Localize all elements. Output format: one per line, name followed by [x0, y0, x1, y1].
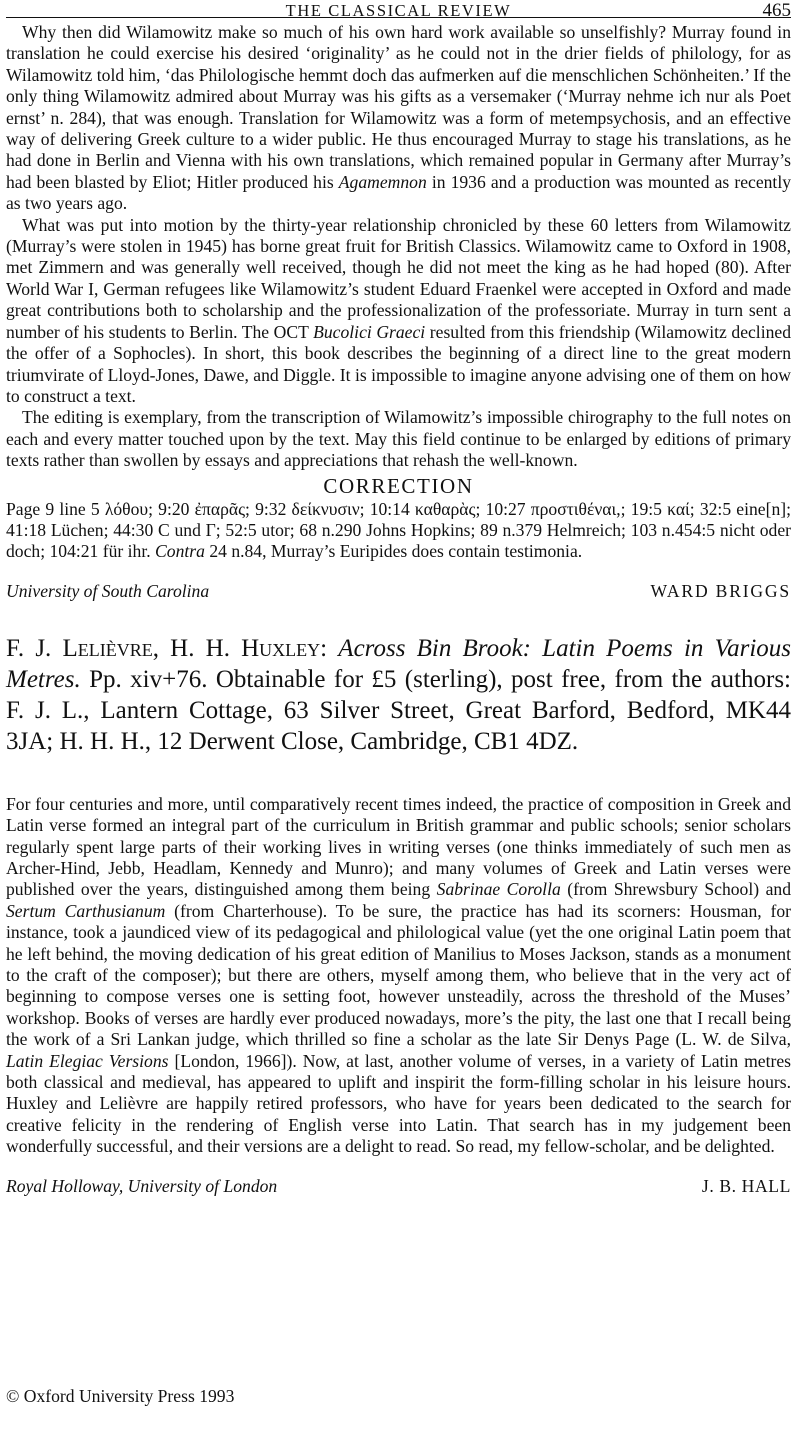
reviewer-affiliation: University of South Carolina [6, 580, 210, 601]
signature-row [6, 581, 791, 607]
review-paragraph: For four centuries and more, until comparatively recent times indeed, the practice of composition in Greek and Latin verse formed an integral part of the curriculum in British grammar and public schools; senior scholars regularly spent large parts of their working lives in writing verses (one thinks immediately of such men as Archer-Hind, Jebb, Headlam, Kennedy and Munro); and many volumes of Greek and Latin verses were published over the years, distinguished among them being Sabrinae Corolla (from Shrewsbury School) and Sertum Carthusianum (from Charterhouse). To be sure, the practice has had its scorners: Housman, for instance, took a jaundiced view of its pedagogical and philological value (yet the one original Latin poem that he left behind, the moving dedication of his great edition of Manilius to Moses Jackson, stands as a monument to the craft of the composer); but there are others, myself among them, who believe that in the very act of beginning to compose verses one is setting foot, however unsteadily, across the threshold of the Muses’ workshop. Books of verses are hardly ever produced nowadays, more’s the pity, the last one that I recall being the work of a Sri Lankan judge, which thrilled so fine a scholar as the late Sir Denys Page (L. W. de Silva, Latin Elegiac Versions [London, 1966]). Now, at last, another volume of verses, in a variety of Latin metres both classical and medieval, has appeared to uplift and inspirit the form-filling scholar in his leisure hours. Huxley and Lelièvre are happily retired professors, who have for years been dedicated to the search for creative felicity in the rendering of English verse into Latin. That search has in my judgement been wonderfully successful, and their versions are a delight to read. So read, my fellow-scholar, and be delighted. [6, 793, 791, 1157]
briggs-review [6, 22, 791, 607]
review-body [6, 794, 791, 1158]
header-rule [6, 17, 791, 18]
reviewer-name: J. B. HALL [701, 1175, 791, 1196]
journal-page [6, 0, 791, 1202]
hall-review [6, 633, 791, 1202]
page-number: 465 [762, 0, 791, 21]
journal-title: THE CLASSICAL REVIEW [285, 1, 512, 20]
review-heading: F. J. Lelièvre, H. H. Huxley: Across Bin Brook: Latin Poems in Various Metres. Pp. xiv+76. Obtainable for £5 (sterling), post free, from the authors: F. J. L., Lantern Cottage, 63 Silver Street, Great Barford, Bedford, MK44 3JA; H. H. H., 12 Derwent Close, Cambridge, CB1 4DZ. [6, 634, 791, 755]
paragraph-2: What was put into motion by the thirty-year relationship chronicled by these 60 letters from Wilamowitz (Murray’s were stolen in 1945) has borne great fruit for British Classics. Wilamowitz came to Oxford in 1908, met Zimmern and was generally well received, though he did not meet the king as he had hoped (80). After World War I, German refugees like Wilamowitz’s student Eduard Fraenkel were accepted in Oxford and made great contributions both to scholarship and the professionalization of the professoriate. Murray in turn sent a number of his students to Berlin. The OCT Bucolici Graeci resulted from this friendship (Wilamowitz declined the offer of a Sophocles). In short, this book describes the beginning of a direct line to the great modern triumvirate of Lloyd-Jones, Dawe, and Diggle. It is impossible to imagine anyone advising one of them on how to construct a text. [6, 214, 791, 406]
paragraph-1: Why then did Wilamowitz make so much of his own hard work available so unselfishly? Murray found in translation he could exercise his desired ‘originality’ as he could not in the drier fields of philology, for as Wilamowitz told him, ‘das Philologische hemmt doch das aufmerken auf die menschlichen Schönheiten.’ If the only thing Wilamowitz admired about Murray was his gifts as a versemaker (‘Murray nehme ich nur als Poet ernst’ n. 284), that was enough. Translation for Wilamowitz was a form of metempsychosis, and an effective way of delivering Greek culture to a wider public. He thus encouraged Murray to stage his translations, as he had done in Berlin and Vienna with his own translations, which remained popular in Germany after Murray’s had been blasted by Eliot; Hitler produced his Agamemnon in 1936 and a production was mounted as recently as two years ago. [6, 22, 792, 214]
running-head [6, 0, 791, 22]
reviewer-affiliation: Royal Holloway, University of London [6, 1175, 278, 1196]
signature-row [6, 1176, 791, 1202]
paragraph-3: The editing is exemplary, from the transcription of Wilamowitz’s impossible chirography to the full notes on each and every matter touched upon by the text. May this field continue to be enlarged by editions of primary texts rather than swollen by essays and appreciations that rehash the well-known. [6, 407, 791, 471]
copyright-notice: © Oxford University Press 1993 [6, 1386, 235, 1406]
reviewer-name: WARD BRIGGS [650, 580, 791, 601]
correction-text: Page 9 line 5 λόθου; 9:20 ἐπαρᾶς; 9:32 δείκνυσιν; 10:14 καθαρὰς; 10:27 προστιθέναι,; 19:5 καί; 32:5 eine[n]; 41:18 Lüchen; 44:30 C und Γ; 52:5 utor; 68 n.290 Johns Hopkins; 89 n.379 Helmreich; 103 n.454:5 nicht oder doch; 104:21 für ihr. Contra 24 n.84, Murray’s Euripides does contain testimonia. [6, 498, 791, 562]
correction-heading: CORRECTION [323, 473, 474, 498]
